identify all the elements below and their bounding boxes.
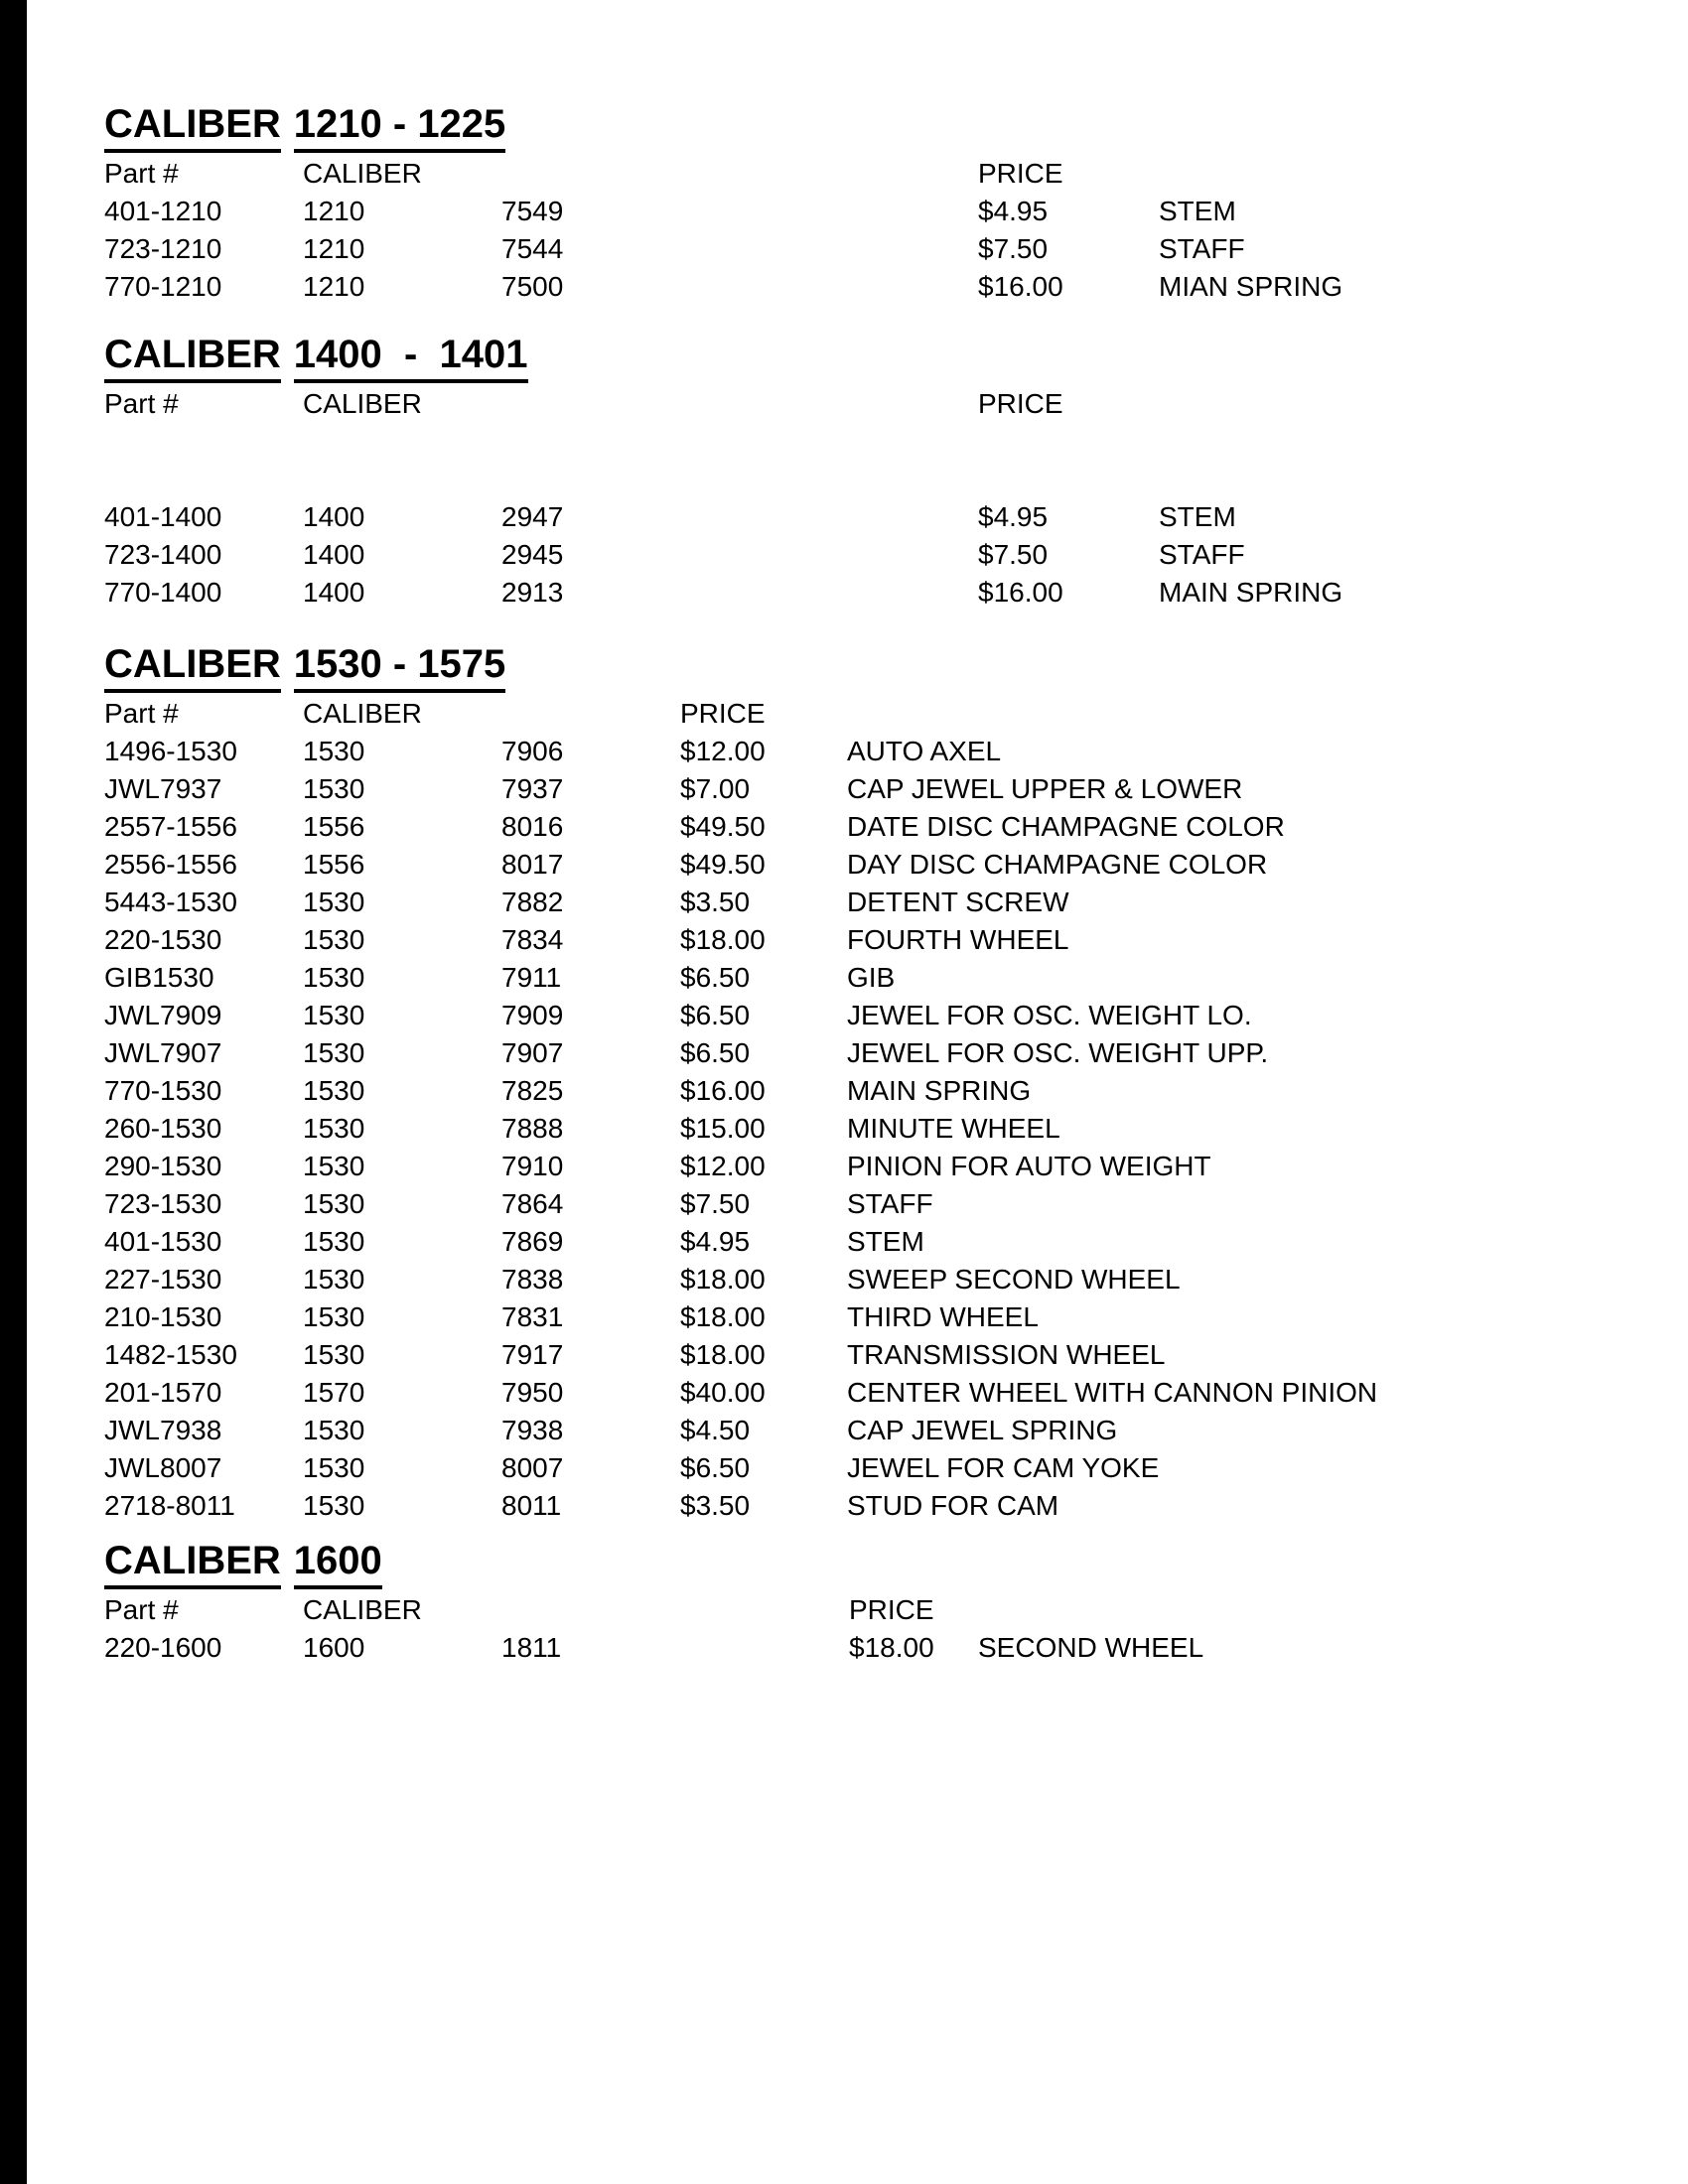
table-row xyxy=(104,193,1658,230)
cell-caliber: 1530 xyxy=(303,1452,365,1483)
table-row xyxy=(104,1261,1658,1298)
col-header-price: PRICE xyxy=(978,158,1063,189)
cell-caliber: 1210 xyxy=(303,271,365,302)
cell-price: $16.00 xyxy=(680,1075,766,1106)
table-row xyxy=(104,959,1658,997)
cell-ref-number: 7888 xyxy=(501,1113,564,1144)
cell-caliber: 1530 xyxy=(303,1000,365,1030)
cell-part-number: 770-1530 xyxy=(104,1075,222,1106)
cell-description: STEM xyxy=(1159,501,1236,532)
cell-price: $7.50 xyxy=(978,539,1049,570)
cell-part-number: 5443-1530 xyxy=(104,887,237,917)
cell-description: MIAN SPRING xyxy=(1159,271,1343,302)
cell-ref-number: 7907 xyxy=(501,1037,564,1068)
cell-price: $6.50 xyxy=(680,1452,751,1483)
col-header-price: PRICE xyxy=(680,698,766,729)
cell-ref-number: 7864 xyxy=(501,1188,564,1219)
cell-caliber: 1530 xyxy=(303,1151,365,1181)
cell-caliber: 1530 xyxy=(303,887,365,917)
table-row xyxy=(104,1449,1658,1487)
cell-part-number: 201-1570 xyxy=(104,1377,222,1408)
section-caliber-1600 xyxy=(104,1540,1658,1667)
cell-part-number: 401-1400 xyxy=(104,501,222,532)
section-title xyxy=(104,1540,1658,1589)
cell-part-number: 401-1210 xyxy=(104,196,222,226)
section-title-range: 1400 - 1401 xyxy=(294,334,528,383)
cell-part-number: 1482-1530 xyxy=(104,1339,237,1370)
col-header-caliber: CALIBER xyxy=(303,698,422,729)
cell-caliber: 1530 xyxy=(303,924,365,955)
table-row xyxy=(104,808,1658,846)
table-row xyxy=(104,1629,1658,1667)
cell-description: CAP JEWEL SPRING xyxy=(847,1415,1118,1445)
section-title-word: CALIBER xyxy=(104,643,281,693)
cell-ref-number: 7549 xyxy=(501,196,564,226)
col-header-part: Part # xyxy=(104,388,179,419)
cell-caliber: 1556 xyxy=(303,811,365,842)
cell-description: JEWEL FOR OSC. WEIGHT LO. xyxy=(847,1000,1252,1030)
cell-description: SWEEP SECOND WHEEL xyxy=(847,1264,1181,1295)
cell-description: DETENT SCREW xyxy=(847,887,1069,917)
column-header-row xyxy=(104,695,1658,733)
cell-ref-number: 7909 xyxy=(501,1000,564,1030)
col-header-part: Part # xyxy=(104,698,179,729)
table-row xyxy=(104,1110,1658,1148)
table-row xyxy=(104,268,1658,306)
cell-price: $7.00 xyxy=(680,773,751,804)
cell-caliber: 1530 xyxy=(303,1490,365,1521)
cell-price: $4.50 xyxy=(680,1415,751,1445)
cell-ref-number: 8016 xyxy=(501,811,564,842)
cell-description: CENTER WHEEL WITH CANNON PINION xyxy=(847,1377,1378,1408)
cell-part-number: 260-1530 xyxy=(104,1113,222,1144)
cell-price: $7.50 xyxy=(978,233,1049,264)
cell-caliber: 1530 xyxy=(303,962,365,993)
section-title-word: CALIBER xyxy=(104,1540,281,1589)
cell-caliber: 1530 xyxy=(303,773,365,804)
section-title-word: CALIBER xyxy=(104,103,281,153)
table-row xyxy=(104,884,1658,921)
cell-price: $12.00 xyxy=(680,736,766,766)
cell-ref-number: 1811 xyxy=(501,1632,562,1663)
cell-caliber: 1530 xyxy=(303,1226,365,1257)
cell-ref-number: 2913 xyxy=(501,577,564,608)
cell-price: $6.50 xyxy=(680,962,751,993)
table-row xyxy=(104,733,1658,770)
cell-description: STUD FOR CAM xyxy=(847,1490,1059,1521)
cell-price: $7.50 xyxy=(680,1188,751,1219)
cell-description: TRANSMISSION WHEEL xyxy=(847,1339,1166,1370)
cell-caliber: 1530 xyxy=(303,736,365,766)
scanner-edge-bar xyxy=(0,0,27,2184)
cell-price: $18.00 xyxy=(849,1632,934,1663)
cell-ref-number: 2947 xyxy=(501,501,564,532)
blank-row xyxy=(104,461,1658,498)
col-header-part: Part # xyxy=(104,1594,179,1625)
cell-description: MAIN SPRING xyxy=(1159,577,1343,608)
cell-ref-number: 7911 xyxy=(501,962,562,993)
section-title-range: 1530 - 1575 xyxy=(294,643,506,693)
table-row xyxy=(104,1185,1658,1223)
col-header-part: Part # xyxy=(104,158,179,189)
table-row xyxy=(104,536,1658,574)
cell-ref-number: 7831 xyxy=(501,1301,564,1332)
cell-part-number: 2556-1556 xyxy=(104,849,237,880)
cell-price: $15.00 xyxy=(680,1113,766,1144)
cell-description: MINUTE WHEEL xyxy=(847,1113,1060,1144)
col-header-caliber: CALIBER xyxy=(303,1594,422,1625)
cell-description: STEM xyxy=(847,1226,924,1257)
table-row xyxy=(104,846,1658,884)
cell-part-number: 723-1530 xyxy=(104,1188,222,1219)
cell-caliber: 1530 xyxy=(303,1264,365,1295)
table-row xyxy=(104,574,1658,612)
cell-price: $4.95 xyxy=(978,196,1049,226)
cell-price: $12.00 xyxy=(680,1151,766,1181)
section-caliber-1210-1225 xyxy=(104,103,1658,306)
table-row xyxy=(104,1487,1658,1525)
table-row xyxy=(104,1298,1658,1336)
cell-price: $16.00 xyxy=(978,577,1063,608)
cell-caliber: 1570 xyxy=(303,1377,365,1408)
cell-description: GIB xyxy=(847,962,896,993)
cell-description: DATE DISC CHAMPAGNE COLOR xyxy=(847,811,1285,842)
cell-part-number: 290-1530 xyxy=(104,1151,222,1181)
col-header-price: PRICE xyxy=(849,1594,934,1625)
table-row xyxy=(104,1374,1658,1412)
col-header-caliber: CALIBER xyxy=(303,388,422,419)
section-title xyxy=(104,643,1658,693)
cell-part-number: JWL7938 xyxy=(104,1415,222,1445)
cell-ref-number: 7906 xyxy=(501,736,564,766)
cell-description: CAP JEWEL UPPER & LOWER xyxy=(847,773,1243,804)
parts-table xyxy=(104,695,1658,1525)
cell-ref-number: 7869 xyxy=(501,1226,564,1257)
parts-table xyxy=(104,385,1658,612)
section-title xyxy=(104,103,1658,153)
cell-price: $40.00 xyxy=(680,1377,766,1408)
column-header-row xyxy=(104,385,1658,423)
section-caliber-1400-1401 xyxy=(104,334,1658,612)
cell-price: $3.50 xyxy=(680,1490,751,1521)
cell-part-number: GIB1530 xyxy=(104,962,214,993)
cell-caliber: 1530 xyxy=(303,1188,365,1219)
cell-description: JEWEL FOR CAM YOKE xyxy=(847,1452,1160,1483)
cell-part-number: 220-1600 xyxy=(104,1632,222,1663)
cell-price: $49.50 xyxy=(680,811,766,842)
cell-description: JEWEL FOR OSC. WEIGHT UPP. xyxy=(847,1037,1269,1068)
column-header-row xyxy=(104,1591,1658,1629)
cell-price: $18.00 xyxy=(680,1339,766,1370)
cell-price: $4.95 xyxy=(680,1226,751,1257)
cell-description: AUTO AXEL xyxy=(847,736,1002,766)
table-row xyxy=(104,1336,1658,1374)
cell-part-number: 220-1530 xyxy=(104,924,222,955)
cell-caliber: 1210 xyxy=(303,233,365,264)
cell-price: $18.00 xyxy=(680,1264,766,1295)
cell-ref-number: 7910 xyxy=(501,1151,564,1181)
cell-ref-number: 7834 xyxy=(501,924,564,955)
section-caliber-1530-1575 xyxy=(104,643,1658,1525)
col-header-caliber: CALIBER xyxy=(303,158,422,189)
cell-part-number: 723-1400 xyxy=(104,539,222,570)
table-row xyxy=(104,1223,1658,1261)
table-row xyxy=(104,997,1658,1034)
cell-part-number: 210-1530 xyxy=(104,1301,222,1332)
cell-caliber: 1210 xyxy=(303,196,365,226)
cell-caliber: 1600 xyxy=(303,1632,365,1663)
cell-price: $16.00 xyxy=(978,271,1063,302)
col-header-price: PRICE xyxy=(978,388,1063,419)
cell-description: PINION FOR AUTO WEIGHT xyxy=(847,1151,1211,1181)
cell-part-number: 723-1210 xyxy=(104,233,222,264)
cell-part-number: 2557-1556 xyxy=(104,811,237,842)
cell-ref-number: 7544 xyxy=(501,233,564,264)
cell-description: STAFF xyxy=(1159,539,1245,570)
column-header-row xyxy=(104,155,1658,193)
section-title xyxy=(104,334,1658,383)
cell-ref-number: 7500 xyxy=(501,271,564,302)
table-row xyxy=(104,1148,1658,1185)
cell-caliber: 1530 xyxy=(303,1415,365,1445)
cell-caliber: 1400 xyxy=(303,539,365,570)
cell-part-number: 227-1530 xyxy=(104,1264,222,1295)
cell-caliber: 1556 xyxy=(303,849,365,880)
cell-description: DAY DISC CHAMPAGNE COLOR xyxy=(847,849,1268,880)
cell-part-number: JWL7909 xyxy=(104,1000,222,1030)
table-row xyxy=(104,230,1658,268)
cell-price: $18.00 xyxy=(680,1301,766,1332)
cell-part-number: JWL7907 xyxy=(104,1037,222,1068)
cell-description: THIRD WHEEL xyxy=(847,1301,1039,1332)
cell-caliber: 1530 xyxy=(303,1301,365,1332)
table-row xyxy=(104,498,1658,536)
cell-ref-number: 7838 xyxy=(501,1264,564,1295)
table-row xyxy=(104,921,1658,959)
cell-part-number: JWL7937 xyxy=(104,773,222,804)
cell-description: SECOND WHEEL xyxy=(978,1632,1204,1663)
cell-description: STEM xyxy=(1159,196,1236,226)
cell-caliber: 1530 xyxy=(303,1339,365,1370)
blank-row xyxy=(104,423,1658,461)
table-row xyxy=(104,770,1658,808)
cell-ref-number: 7882 xyxy=(501,887,564,917)
cell-ref-number: 7825 xyxy=(501,1075,564,1106)
cell-description: FOURTH WHEEL xyxy=(847,924,1069,955)
cell-caliber: 1400 xyxy=(303,577,365,608)
cell-caliber: 1530 xyxy=(303,1075,365,1106)
cell-part-number: 770-1210 xyxy=(104,271,222,302)
cell-description: STAFF xyxy=(847,1188,933,1219)
cell-part-number: 401-1530 xyxy=(104,1226,222,1257)
cell-ref-number: 8011 xyxy=(501,1490,562,1521)
cell-price: $6.50 xyxy=(680,1000,751,1030)
parts-table xyxy=(104,155,1658,306)
cell-part-number: 770-1400 xyxy=(104,577,222,608)
section-title-range: 1210 - 1225 xyxy=(294,103,506,153)
cell-ref-number: 8007 xyxy=(501,1452,564,1483)
cell-ref-number: 7937 xyxy=(501,773,564,804)
cell-description: MAIN SPRING xyxy=(847,1075,1032,1106)
cell-ref-number: 8017 xyxy=(501,849,564,880)
cell-price: $3.50 xyxy=(680,887,751,917)
table-row xyxy=(104,1072,1658,1110)
section-title-word: CALIBER xyxy=(104,334,281,383)
cell-description: STAFF xyxy=(1159,233,1245,264)
cell-caliber: 1530 xyxy=(303,1037,365,1068)
cell-part-number: JWL8007 xyxy=(104,1452,222,1483)
cell-price: $4.95 xyxy=(978,501,1049,532)
cell-price: $6.50 xyxy=(680,1037,751,1068)
cell-price: $49.50 xyxy=(680,849,766,880)
cell-ref-number: 7917 xyxy=(501,1339,564,1370)
cell-part-number: 2718-8011 xyxy=(104,1490,235,1521)
cell-ref-number: 7938 xyxy=(501,1415,564,1445)
cell-caliber: 1400 xyxy=(303,501,365,532)
table-row xyxy=(104,1412,1658,1449)
cell-price: $18.00 xyxy=(680,924,766,955)
cell-ref-number: 7950 xyxy=(501,1377,564,1408)
table-row xyxy=(104,1034,1658,1072)
cell-caliber: 1530 xyxy=(303,1113,365,1144)
parts-table xyxy=(104,1591,1658,1667)
cell-part-number: 1496-1530 xyxy=(104,736,237,766)
section-title-range: 1600 xyxy=(294,1540,382,1589)
cell-ref-number: 2945 xyxy=(501,539,564,570)
